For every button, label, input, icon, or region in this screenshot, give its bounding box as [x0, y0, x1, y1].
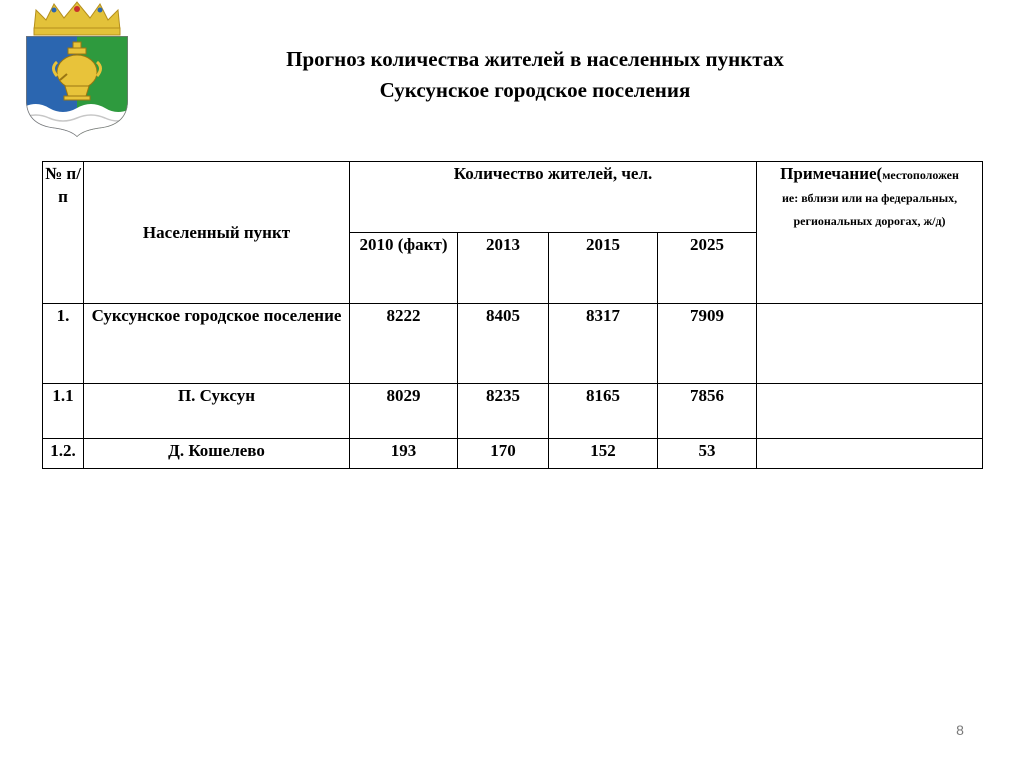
header-year: 2015 — [549, 233, 658, 304]
header-residents: Количество жителей, чел. — [350, 162, 757, 233]
row-value: 7909 — [658, 304, 757, 384]
page-number: 8 — [956, 722, 964, 738]
coat-of-arms-icon — [22, 0, 132, 138]
row-value: 8405 — [458, 304, 549, 384]
row-num: 1.1 — [43, 384, 84, 439]
row-name: Д. Кошелево — [84, 439, 350, 469]
header-note-small-2: ие: вблизи или на федеральных — [781, 191, 955, 205]
row-num: 1. — [43, 304, 84, 384]
header-note — [757, 162, 983, 304]
page-title — [150, 44, 920, 106]
title-line-2: Суксунское городское поселения — [379, 78, 691, 102]
row-num: 1.2. — [43, 439, 84, 469]
row-value: 8317 — [549, 304, 658, 384]
table-row — [43, 304, 983, 384]
row-value: 7856 — [658, 384, 757, 439]
population-table — [42, 161, 983, 469]
row-name: Суксунское городское поселение — [84, 304, 350, 384]
header-year: 2013 — [458, 233, 549, 304]
row-value: 152 — [549, 439, 658, 469]
row-value: 8222 — [350, 304, 458, 384]
row-value: 170 — [458, 439, 549, 469]
header-year: 2025 — [658, 233, 757, 304]
row-note — [757, 384, 983, 439]
row-value: 53 — [658, 439, 757, 469]
row-note — [757, 304, 983, 384]
row-value: 8235 — [458, 384, 549, 439]
header-year: 2010 (факт) — [350, 233, 458, 304]
title-line-1: Прогноз количества жителей в населенных пунктах — [286, 47, 784, 71]
header-note-small-4: региональных дорогах, ж/д) — [793, 214, 946, 228]
header-note-main: Примечание( — [780, 164, 883, 183]
row-note — [757, 439, 983, 469]
row-value: 8165 — [549, 384, 658, 439]
row-value: 8029 — [350, 384, 458, 439]
header-note-small-1: местоположен — [882, 168, 959, 182]
table-row — [43, 439, 983, 469]
table-row — [43, 384, 983, 439]
header-num: № п/п — [43, 162, 84, 304]
row-name: П. Суксун — [84, 384, 350, 439]
header-note-small-3: , — [954, 191, 958, 205]
header-settlement: Населенный пункт — [84, 162, 350, 304]
row-value: 193 — [350, 439, 458, 469]
